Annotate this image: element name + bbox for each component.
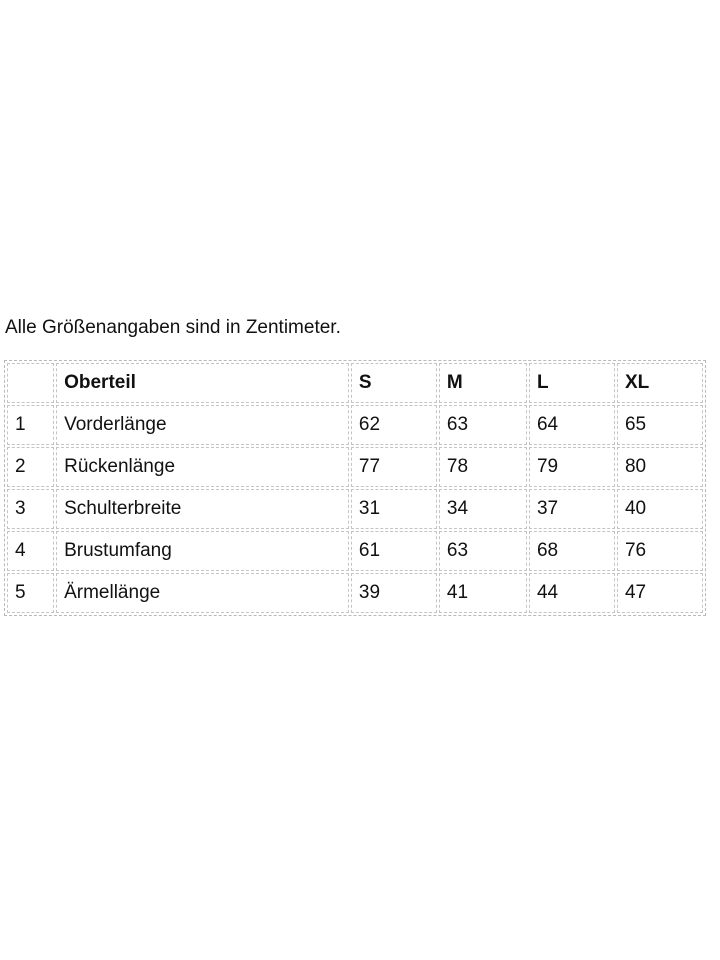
table-row — [7, 489, 703, 529]
size-note: Alle Größenangaben sind in Zentimeter. — [5, 317, 341, 338]
table-header-row — [7, 363, 703, 403]
header-cell-size-s: S — [351, 363, 437, 403]
header-cell-garment: Oberteil — [56, 363, 349, 403]
size-l-value-cell: 44 — [529, 573, 615, 613]
size-s-value-cell: 31 — [351, 489, 437, 529]
measurement-name-cell: Schulterbreite — [56, 489, 349, 529]
size-l-value-cell: 68 — [529, 531, 615, 571]
size-s-value-cell: 62 — [351, 405, 437, 445]
size-xl-value-cell: 76 — [617, 531, 703, 571]
size-xl-value-cell: 40 — [617, 489, 703, 529]
row-index-cell: 4 — [7, 531, 54, 571]
size-m-value-cell: 78 — [439, 447, 527, 487]
header-cell-size-l: L — [529, 363, 615, 403]
size-s-value-cell: 77 — [351, 447, 437, 487]
size-xl-value-cell: 65 — [617, 405, 703, 445]
header-cell-index — [7, 363, 54, 403]
size-l-value-cell: 37 — [529, 489, 615, 529]
size-m-value-cell: 41 — [439, 573, 527, 613]
header-cell-size-m: M — [439, 363, 527, 403]
size-chart-table — [4, 360, 706, 616]
size-m-value-cell: 63 — [439, 405, 527, 445]
size-m-value-cell: 63 — [439, 531, 527, 571]
size-s-value-cell: 39 — [351, 573, 437, 613]
table-row — [7, 573, 703, 613]
header-cell-size-xl: XL — [617, 363, 703, 403]
row-index-cell: 3 — [7, 489, 54, 529]
row-index-cell: 1 — [7, 405, 54, 445]
size-xl-value-cell: 47 — [617, 573, 703, 613]
size-m-value-cell: 34 — [439, 489, 527, 529]
measurement-name-cell: Rückenlänge — [56, 447, 349, 487]
size-l-value-cell: 64 — [529, 405, 615, 445]
measurement-name-cell: Vorderlänge — [56, 405, 349, 445]
size-xl-value-cell: 80 — [617, 447, 703, 487]
table-row — [7, 531, 703, 571]
size-s-value-cell: 61 — [351, 531, 437, 571]
table-row — [7, 447, 703, 487]
row-index-cell: 5 — [7, 573, 54, 613]
row-index-cell: 2 — [7, 447, 54, 487]
measurement-name-cell: Ärmellänge — [56, 573, 349, 613]
table-row — [7, 405, 703, 445]
measurement-name-cell: Brustumfang — [56, 531, 349, 571]
size-l-value-cell: 79 — [529, 447, 615, 487]
